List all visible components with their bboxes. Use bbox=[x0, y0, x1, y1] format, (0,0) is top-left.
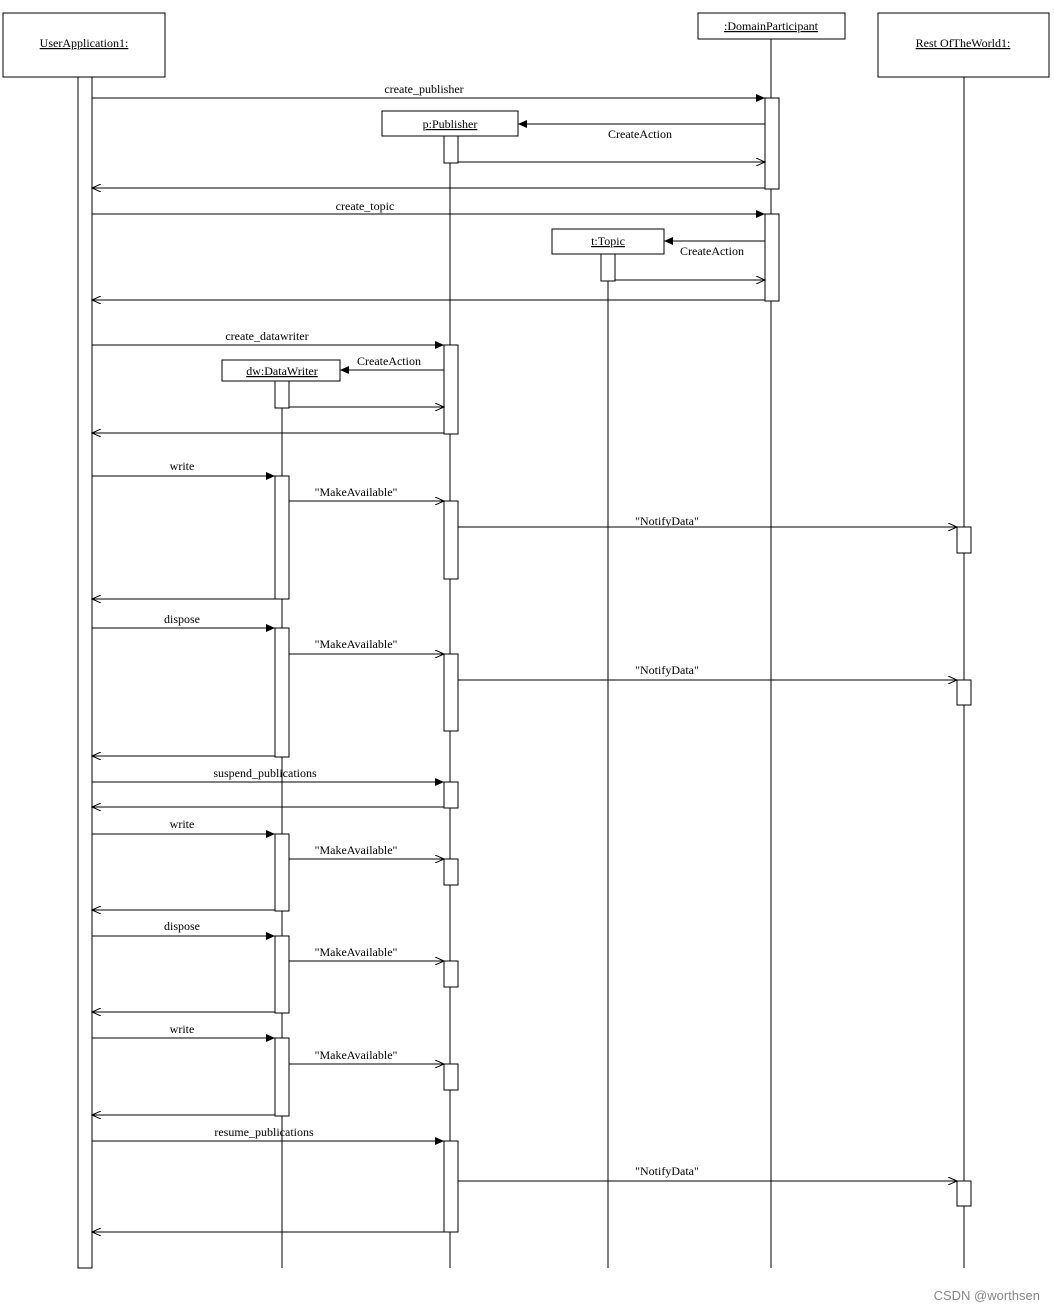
label-make-available-1: "MakeAvailable" bbox=[314, 485, 398, 499]
activation-rest-3 bbox=[957, 1181, 971, 1206]
label-create-publisher: create_publisher bbox=[384, 82, 464, 96]
activation-datawriter-1 bbox=[275, 476, 289, 599]
label-make-available-3: "MakeAvailable" bbox=[314, 843, 398, 857]
object-datawriter bbox=[222, 360, 340, 381]
label-make-available-2: "MakeAvailable" bbox=[314, 637, 398, 651]
label-resume-publications: resume_publications bbox=[214, 1125, 314, 1139]
label-make-available-5: "MakeAvailable" bbox=[314, 1048, 398, 1062]
activation-publisher-5 bbox=[444, 859, 458, 885]
object-publisher bbox=[382, 111, 518, 136]
activation-datawriter-3 bbox=[275, 834, 289, 911]
activation-publisher-4 bbox=[444, 782, 458, 808]
activation-datawriter-2 bbox=[275, 628, 289, 757]
activation-dp-2 bbox=[765, 214, 779, 301]
label-create-topic: create_topic bbox=[335, 199, 395, 213]
object-topic bbox=[552, 229, 664, 254]
object-rest-of-world-label: Rest OfTheWorld1: bbox=[915, 36, 1011, 50]
label-write-2: write bbox=[169, 817, 195, 831]
activation-publisher-2 bbox=[444, 501, 458, 579]
label-write-3: write bbox=[169, 1022, 195, 1036]
activation-publisher-init bbox=[444, 136, 458, 163]
activation-datawriter-init bbox=[275, 381, 289, 408]
activation-datawriter-4 bbox=[275, 936, 289, 1013]
object-rest-of-world bbox=[878, 13, 1049, 77]
watermark: CSDN @worthsen bbox=[933, 1288, 1040, 1303]
object-domain-participant bbox=[698, 13, 845, 39]
activation-publisher-6 bbox=[444, 961, 458, 987]
label-dispose-1: dispose bbox=[164, 612, 200, 626]
label-create-datawriter: create_datawriter bbox=[225, 329, 309, 343]
label-notify-data-3: "NotifyData" bbox=[635, 1164, 699, 1178]
object-domain-participant-label: :DomainParticipant bbox=[724, 19, 818, 33]
activation-publisher-3 bbox=[444, 654, 458, 731]
label-create-action-datawriter: CreateAction bbox=[357, 354, 421, 368]
label-notify-data-1: "NotifyData" bbox=[635, 514, 699, 528]
label-notify-data-2: "NotifyData" bbox=[635, 663, 699, 677]
object-user-app bbox=[3, 13, 165, 77]
label-create-action-publisher: CreateAction bbox=[608, 127, 672, 141]
activation-topic-init bbox=[601, 254, 615, 281]
object-user-app-label: UserApplication1: bbox=[39, 36, 129, 50]
object-datawriter-label: dw:DataWriter bbox=[246, 364, 318, 378]
activation-datawriter-5 bbox=[275, 1038, 289, 1116]
label-dispose-2: dispose bbox=[164, 919, 200, 933]
activation-rest-1 bbox=[957, 527, 971, 553]
activation-publisher-1 bbox=[444, 345, 458, 434]
object-publisher-label: p:Publisher bbox=[422, 117, 478, 131]
activation-rest-2 bbox=[957, 680, 971, 705]
activation-user-app bbox=[78, 77, 92, 1268]
label-create-action-topic: CreateAction bbox=[680, 244, 744, 258]
object-topic-label: t:Topic bbox=[591, 234, 625, 248]
activation-publisher-8 bbox=[444, 1141, 458, 1232]
activation-publisher-7 bbox=[444, 1064, 458, 1090]
label-write-1: write bbox=[169, 459, 195, 473]
activation-dp-1 bbox=[765, 98, 779, 189]
label-suspend-publications: suspend_publications bbox=[213, 766, 317, 780]
label-make-available-4: "MakeAvailable" bbox=[314, 945, 398, 959]
